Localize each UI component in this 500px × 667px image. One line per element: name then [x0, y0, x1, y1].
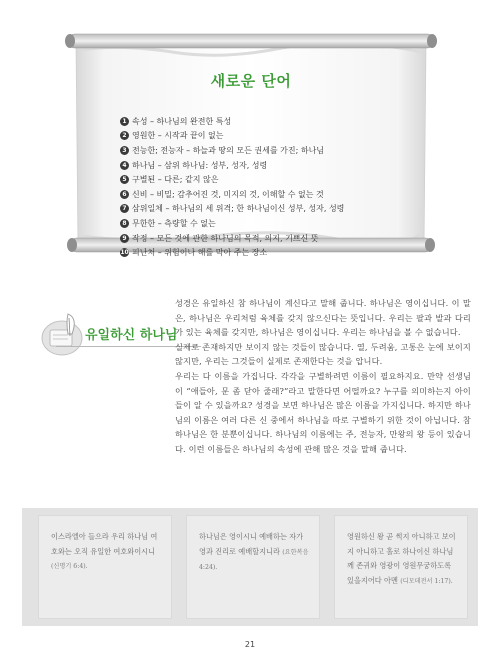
section-heading	[36, 306, 196, 358]
list-item	[120, 245, 344, 260]
list-item	[120, 158, 344, 173]
vocab-entry: 무한한 – 측량할 수 없는	[132, 218, 216, 228]
number-badge: 10	[120, 249, 129, 257]
vocab-entry: 피난처 – 위험이나 해를 막아 주는 장소	[132, 248, 268, 258]
number-badge: 3	[120, 146, 129, 155]
vocab-entry: 영원한 – 시작과 끝이 없는	[132, 131, 224, 141]
list-item	[120, 202, 344, 217]
vocabulary-list	[120, 114, 344, 260]
vocabulary-title: 새로운 단어	[210, 72, 292, 90]
vocab-entry: 작정 – 모든 것에 관한 하나님의 목적, 의지, 기쁘신 뜻	[132, 233, 319, 243]
verse-card	[38, 515, 172, 619]
verse-citation: (요한복음 4:24).	[199, 548, 309, 571]
list-item	[120, 172, 344, 187]
page-number: 21	[244, 640, 256, 649]
paragraph: 성경은 유일하신 참 하나님이 계신다고 말해 줍니다. 하나님은 영이십니다. 이 말은, 하나님은 우리처럼 육체를 갖지 않으신다는 뜻입니다. 우리는 팔과 발과 다리가 있는 육체를 갖지만, 하나님은 영이십니다. 우리는 하나님을 볼 수 없습니다.	[175, 298, 471, 338]
list-item	[120, 216, 344, 231]
number-badge: 7	[120, 204, 129, 213]
verse-citation: (디모데전서 1:17).	[400, 577, 453, 585]
vocab-entry: 속성 – 하나님의 완전한 특성	[132, 116, 232, 126]
vocab-entry: 삼위일체 – 하나님의 세 위격; 한 하나님이신 성부, 성자, 성령	[132, 204, 345, 214]
paragraph: 실제로 존재하지만 보이지 않는 것들이 많습니다. 열, 두려움, 고통은 눈에 보이지 않지만, 우리는 그것들이 실제로 존재한다는 것을 압니다.	[175, 341, 471, 367]
body-text	[175, 296, 471, 457]
verse-text: 하나님은 영이시니 예배하는 자가 영과 진리로 예배할지니라	[199, 532, 304, 556]
quill-scroll-icon	[38, 308, 88, 358]
vocab-entry: 신비 – 비밀; 감추어진 것, 미지의 것, 이해할 수 없는 것	[132, 189, 324, 199]
list-item	[120, 187, 344, 202]
number-badge: 4	[120, 161, 129, 170]
list-item	[120, 143, 344, 158]
number-badge: 6	[120, 190, 129, 199]
number-badge: 5	[120, 175, 129, 184]
vocabulary-scroll	[62, 30, 440, 256]
vocab-entry: 전능한; 전능자 – 하늘과 땅의 모든 권세를 가진; 하나님	[132, 145, 325, 155]
verse-card	[186, 515, 320, 619]
verse-citation: (신명기 6:4).	[51, 563, 88, 570]
number-badge: 1	[120, 117, 129, 126]
number-badge: 2	[120, 131, 129, 140]
verse-text: 이스라엘아 들으라 우리 하나님 여호와는 오직 유일한 여호와이시니	[51, 532, 158, 556]
list-item	[120, 231, 344, 246]
list-item	[120, 129, 344, 144]
list-item	[120, 114, 344, 129]
number-badge: 9	[120, 234, 129, 243]
vocab-entry: 구별된 – 다른; 같지 않은	[132, 175, 219, 185]
number-badge: 8	[120, 219, 129, 228]
verse-card	[334, 515, 468, 619]
vocab-entry: 하나님 – 삼위 하나님: 성부, 성자, 성령	[132, 160, 268, 170]
section-title: 유일하신 하나님	[85, 328, 178, 343]
paragraph: 우리는 다 이름을 가집니다. 각각을 구별하려면 이름이 필요하지요. 만약 선생님이 “애들아, 문 좀 닫아 줄래?”라고 말한다면 어떨까요? 누구를 의미하는지 아이들이 알 수 있을까요? 성경을 보면 하나님은 많은 이름을 가지십니다. 하지만 하나님의 이름은 여러 다른 신 중에서 하나님을 따로 구별하기 위한 것이 아닙니다. 참 하나님은 한 분뿐이십니다. 하나님의 이름에는 주, 전능자, 만왕의 왕 등이 있습니다. 이런 이름들은 하나님의 속성에 관해 많은 것을 말해 줍니다.	[175, 370, 471, 454]
verse-text: 영원하신 왕 곧 썩지 아니하고 보이지 아니하고 홀로 하나이신 하나님께 존귀와 영광이 영원무궁하도록 있을지어다 아멘	[347, 532, 456, 585]
